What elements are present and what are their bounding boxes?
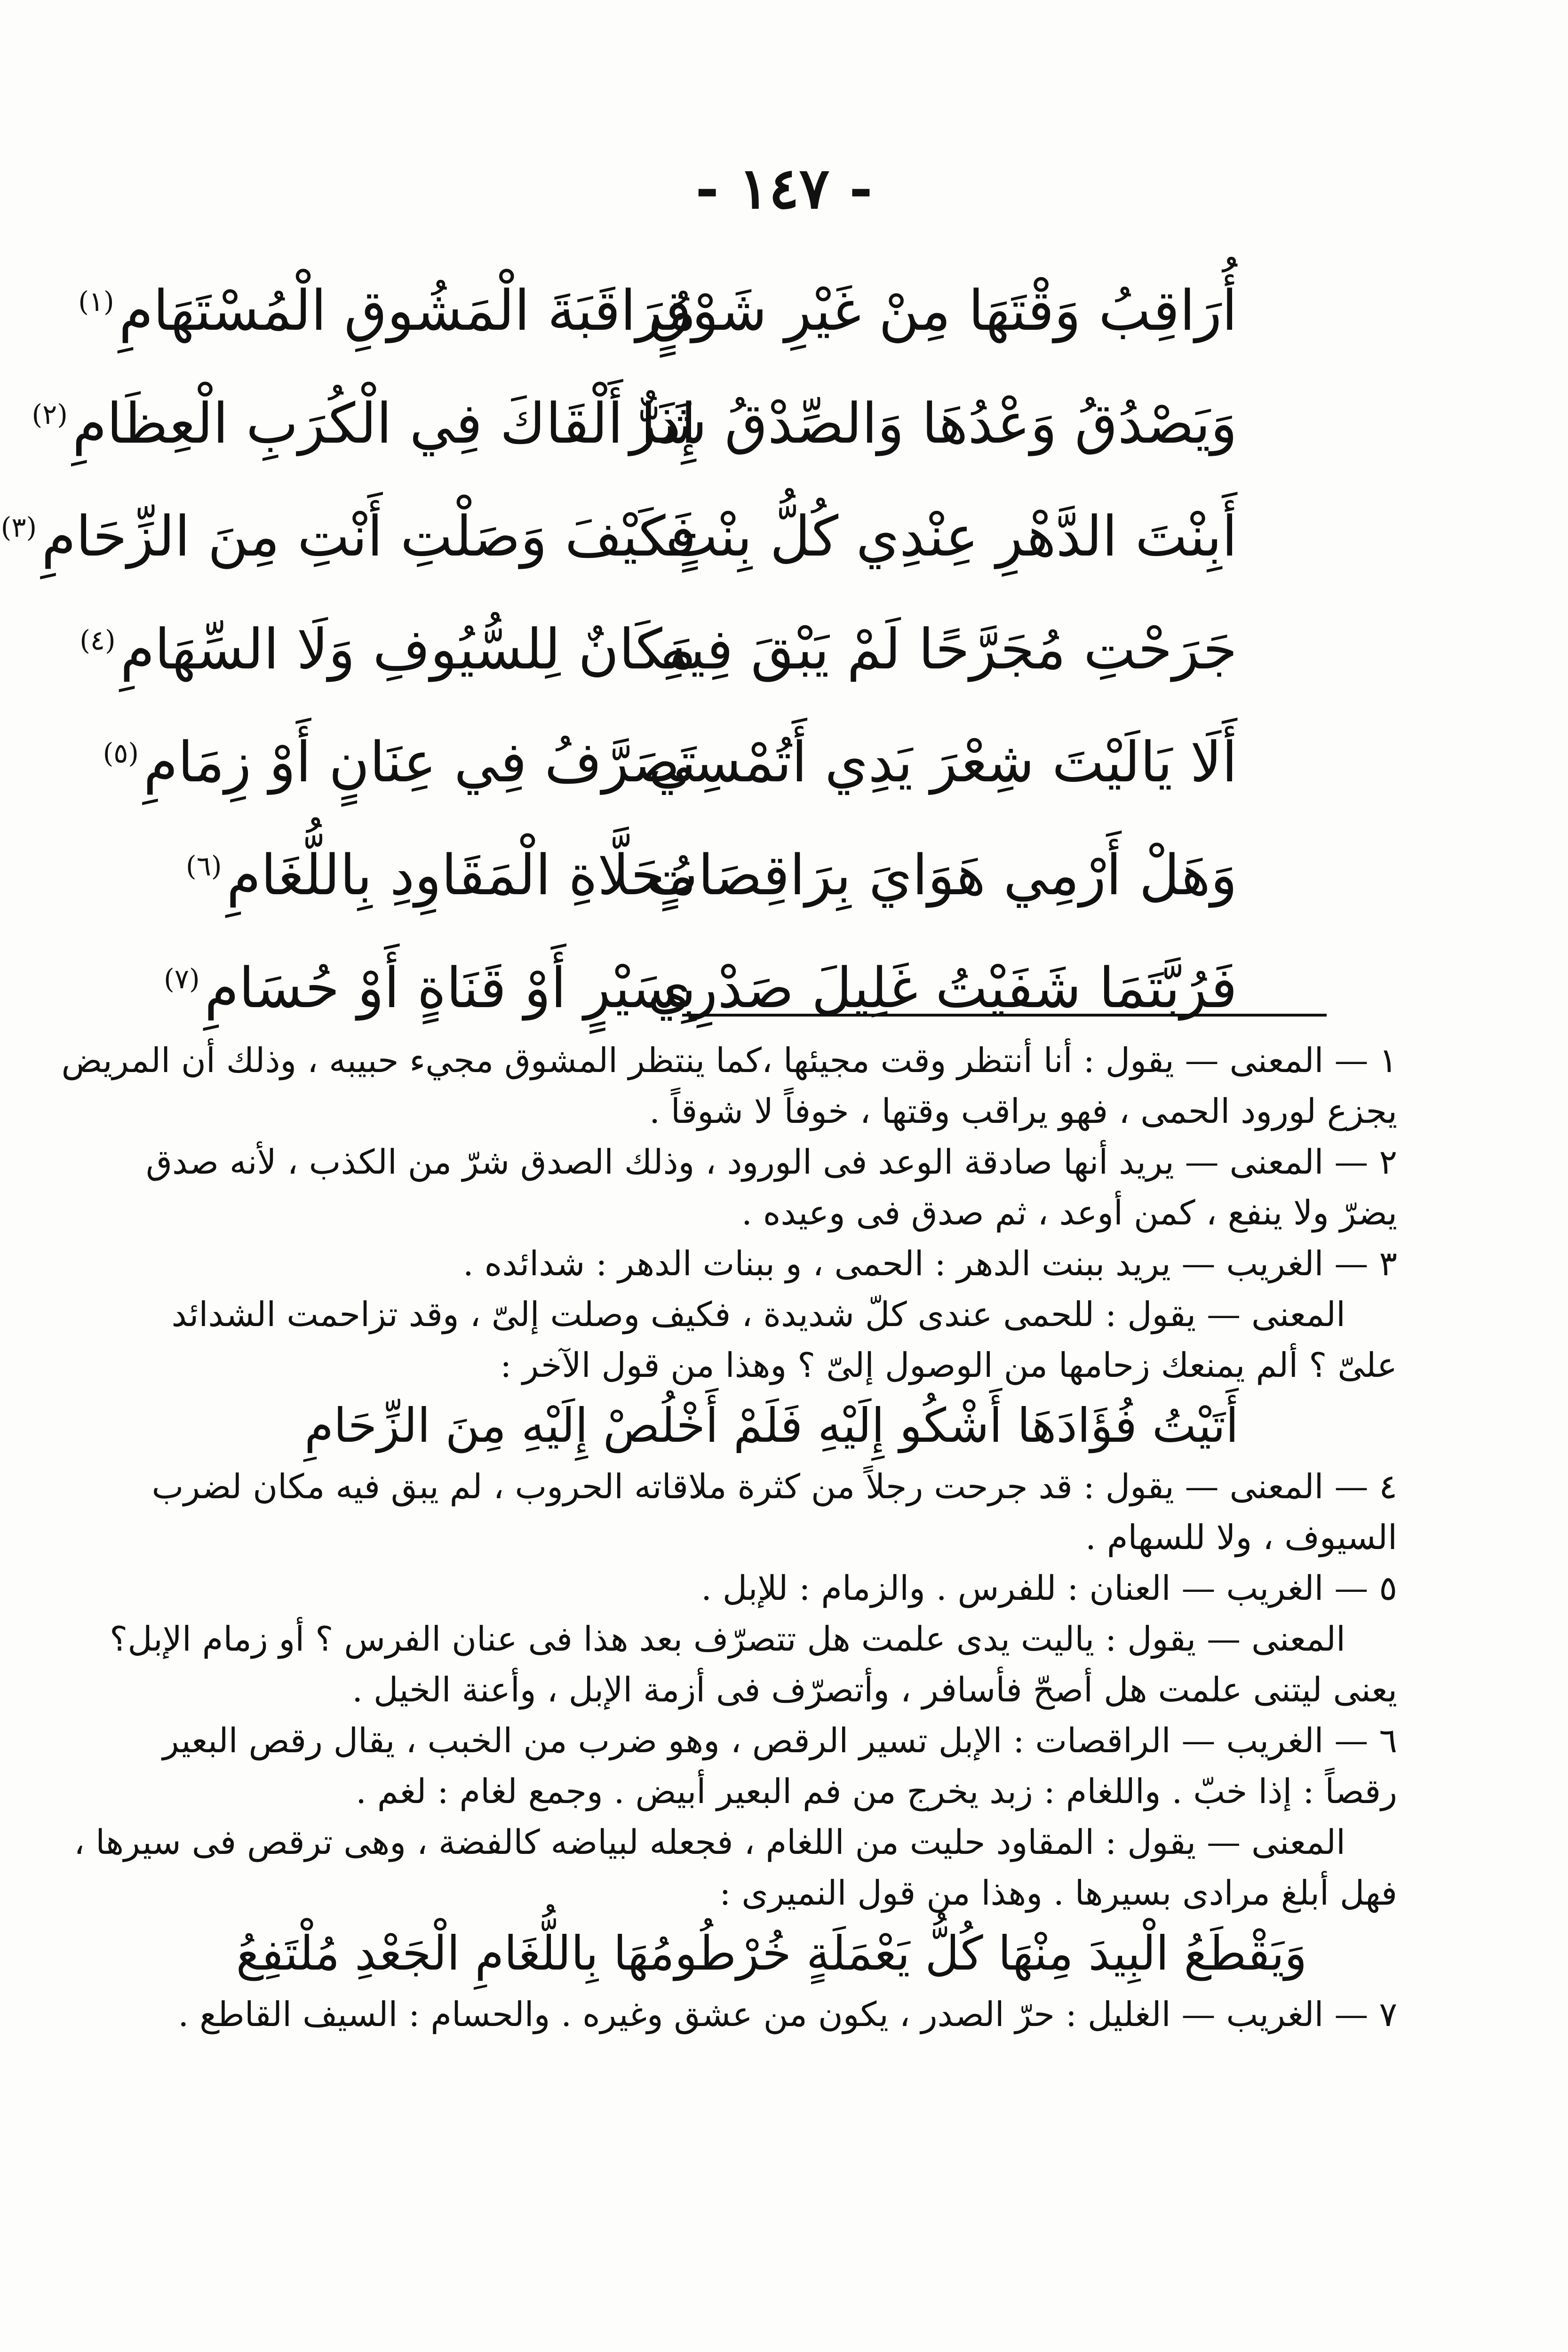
verse-number: (٤) <box>80 624 116 656</box>
footnote-line: المعنى — يقول : المقاود حليت من اللغام ، فجعله لبياضه كالفضة ، وهى ترقص فى سيرها ، <box>74 1822 1345 1862</box>
verse-number: (٧) <box>164 962 200 995</box>
footnote-1 <box>61 1035 1397 1136</box>
first-hemistich: أَلَا يَالَيْتَ شِعْرَ يَدِي أَتُمْسِي <box>648 730 1237 795</box>
footnote-line: رقصاً : إذا خبّ . واللغام : زبد يخرج من فم البعير أبيض . وجمع لغام : لغم . <box>356 1772 1397 1811</box>
second-hemistich <box>103 730 696 795</box>
footnote-7 <box>146 1989 1397 2040</box>
second-hemistich <box>0 504 696 569</box>
verse <box>80 593 1237 706</box>
first-hemistich: فَرُبَّتَمَا شَفَيْتُ غَلِيلَ صَدْرِي <box>647 955 1237 1020</box>
footnote-line: يجزع لورود الحمى ، فهو يراقب وقتها ، خوفاً لا شوقاً . <box>649 1091 1397 1131</box>
footnote-5 <box>110 1563 1397 1715</box>
verse <box>0 480 1237 593</box>
footnote-line: ٦ — الغريب — الراقصات : الإبل تسير الرقص ، وهو ضرب من الخبب ، يقال رقص البعير <box>162 1721 1397 1760</box>
footnote-separator <box>682 1014 1327 1017</box>
footnotes <box>61 1035 1397 2040</box>
footnote-6 <box>74 1715 1397 1989</box>
second-hemistich <box>155 955 696 1020</box>
second-hemistich-text: مُرَاقَبَةَ الْمَشُوقِ الْمُسْتَهَامِ <box>119 278 696 343</box>
verse-number: (٦) <box>186 850 222 882</box>
poem <box>0 254 1237 1044</box>
verse-number: (٢) <box>32 398 68 430</box>
second-hemistich <box>32 391 696 456</box>
footnote-line: ١ — المعنى — يقول : أنا أنتظر وقت مجيئها ،كما ينتظر المشوق مجيء حبيبه ، وذلك أن المريض <box>61 1041 1397 1080</box>
footnote-line: علىّ ؟ ألم يمنعك زحامها من الوصول إلىّ ؟ وهذا من قول الآخر : <box>500 1345 1397 1385</box>
footnote-line: المعنى — يقول : ياليت يدى علمت هل تتصرّف بعد هذا فى عنان الفرس ؟ أو زمام الإبل؟ <box>110 1619 1345 1659</box>
second-hemistich-text: مَكَانٌ لِلسُّيُوفِ وَلَا السِّهَامِ <box>120 617 696 682</box>
footnote-line: فهل أبلغ مرادى بسيرها . وهذا من قول النميرى : <box>719 1873 1397 1913</box>
footnote-line: السيوف ، ولا للسهام . <box>1085 1518 1397 1557</box>
verse <box>155 931 1237 1044</box>
second-hemistich <box>78 278 696 343</box>
footnote-4 <box>146 1461 1397 1563</box>
second-hemistich-text: بِسَيْرٍ أَوْ قَنَاةٍ أَوْ حُسَامِ <box>204 955 696 1020</box>
footnote-line: ٥ — الغريب — العنان : للفرس . والزمام : للإبل . <box>701 1568 1397 1608</box>
first-hemistich: جَرَحْتِ مُجَرَّحًا لَمْ يَبْقَ فِيهِ <box>660 617 1237 682</box>
quoted-verse: أَتَيْتُ فُؤَادَهَا أَشْكُو إِلَيْهِ فَلَمْ أَخْلُصْ إِلَيْهِ مِنَ الزِّحَامِ <box>304 1398 1239 1453</box>
verse <box>155 818 1237 931</box>
first-hemistich: وَهَلْ أَرْمِي هَوَايَ بِرَاقِصَاتٍ <box>645 842 1237 907</box>
footnote-2 <box>146 1136 1397 1238</box>
footnote-line: يعنى ليتنى علمت هل أصحّ فأسافر ، وأتصرّف فى أزمة الإبل ، وأعنة الخيل . <box>352 1670 1397 1709</box>
footnote-line: يضرّ ولا ينفع ، كمن أوعد ، ثم صدق فى وعيده . <box>741 1193 1397 1232</box>
footnote-3 <box>146 1238 1397 1461</box>
verse-number: (٥) <box>103 737 139 769</box>
verse-number: (٣) <box>0 511 37 543</box>
footnote-line: ٤ — المعنى — يقول : قد جرحت رجلاً من كثرة ملاقاته الحروب ، لم يبق فيه مكان لضرب <box>151 1467 1397 1506</box>
verse-number: (١) <box>78 285 114 318</box>
second-hemistich-text: مُحَلَّاةِ الْمَقَاوِدِ بِاللُّغَامِ <box>226 842 696 907</box>
footnote-line: ٧ — الغريب — الغليل : حرّ الصدر ، يكون من عشق وغيره . والحسام : السيف القاطع . <box>178 1994 1397 2034</box>
second-hemistich <box>155 842 696 907</box>
verse <box>103 706 1237 818</box>
footnote-line: ٢ — المعنى — يريد أنها صادقة الوعد فى الورود ، وذلك الصدق شرّ من الكذب ، لأنه صدق <box>146 1142 1397 1182</box>
footnote-line: المعنى — يقول : للحمى عندى كلّ شديدة ، فكيف وصلت إلىّ ، وقد تزاحمت الشدائد <box>171 1295 1345 1334</box>
first-hemistich: أُرَاقِبُ وَقْتَهَا مِنْ غَيْرِ شَوْقٍ <box>648 278 1237 343</box>
page-number: - ١٤٧ - <box>695 155 873 222</box>
footnote-line: ٣ — الغريب — يريد ببنت الدهر : الحمى ، و ببنات الدهر : شدائده . <box>462 1244 1397 1283</box>
verse <box>78 254 1237 367</box>
second-hemistich-text: إِذَا أَلْقَاكَ فِي الْكُرَبِ الْعِظَامِ <box>72 391 696 456</box>
first-hemistich: وَيَصْدُقُ وَعْدُهَا وَالصِّدْقُ شَرٌّ <box>629 391 1237 456</box>
first-hemistich: أَبِنْتَ الدَّهْرِ عِنْدِي كُلُّ بِنْتٍ <box>665 504 1237 569</box>
verse <box>32 367 1237 480</box>
second-hemistich <box>80 617 696 682</box>
second-hemistich-text: تَصَرَّفُ فِي عِنَانٍ أَوْ زِمَامِ <box>143 730 696 795</box>
quoted-verse: وَيَقْطَعُ الْبِيدَ مِنْهَا كُلُّ يَعْمَلَةٍ خُرْطُومُهَا بِاللُّغَامِ الْجَعْدِ مُلْتَفِعُ <box>236 1926 1307 1981</box>
second-hemistich-text: فَكَيْفَ وَصَلْتِ أَنْتِ مِنَ الزِّحَامِ <box>41 504 696 569</box>
